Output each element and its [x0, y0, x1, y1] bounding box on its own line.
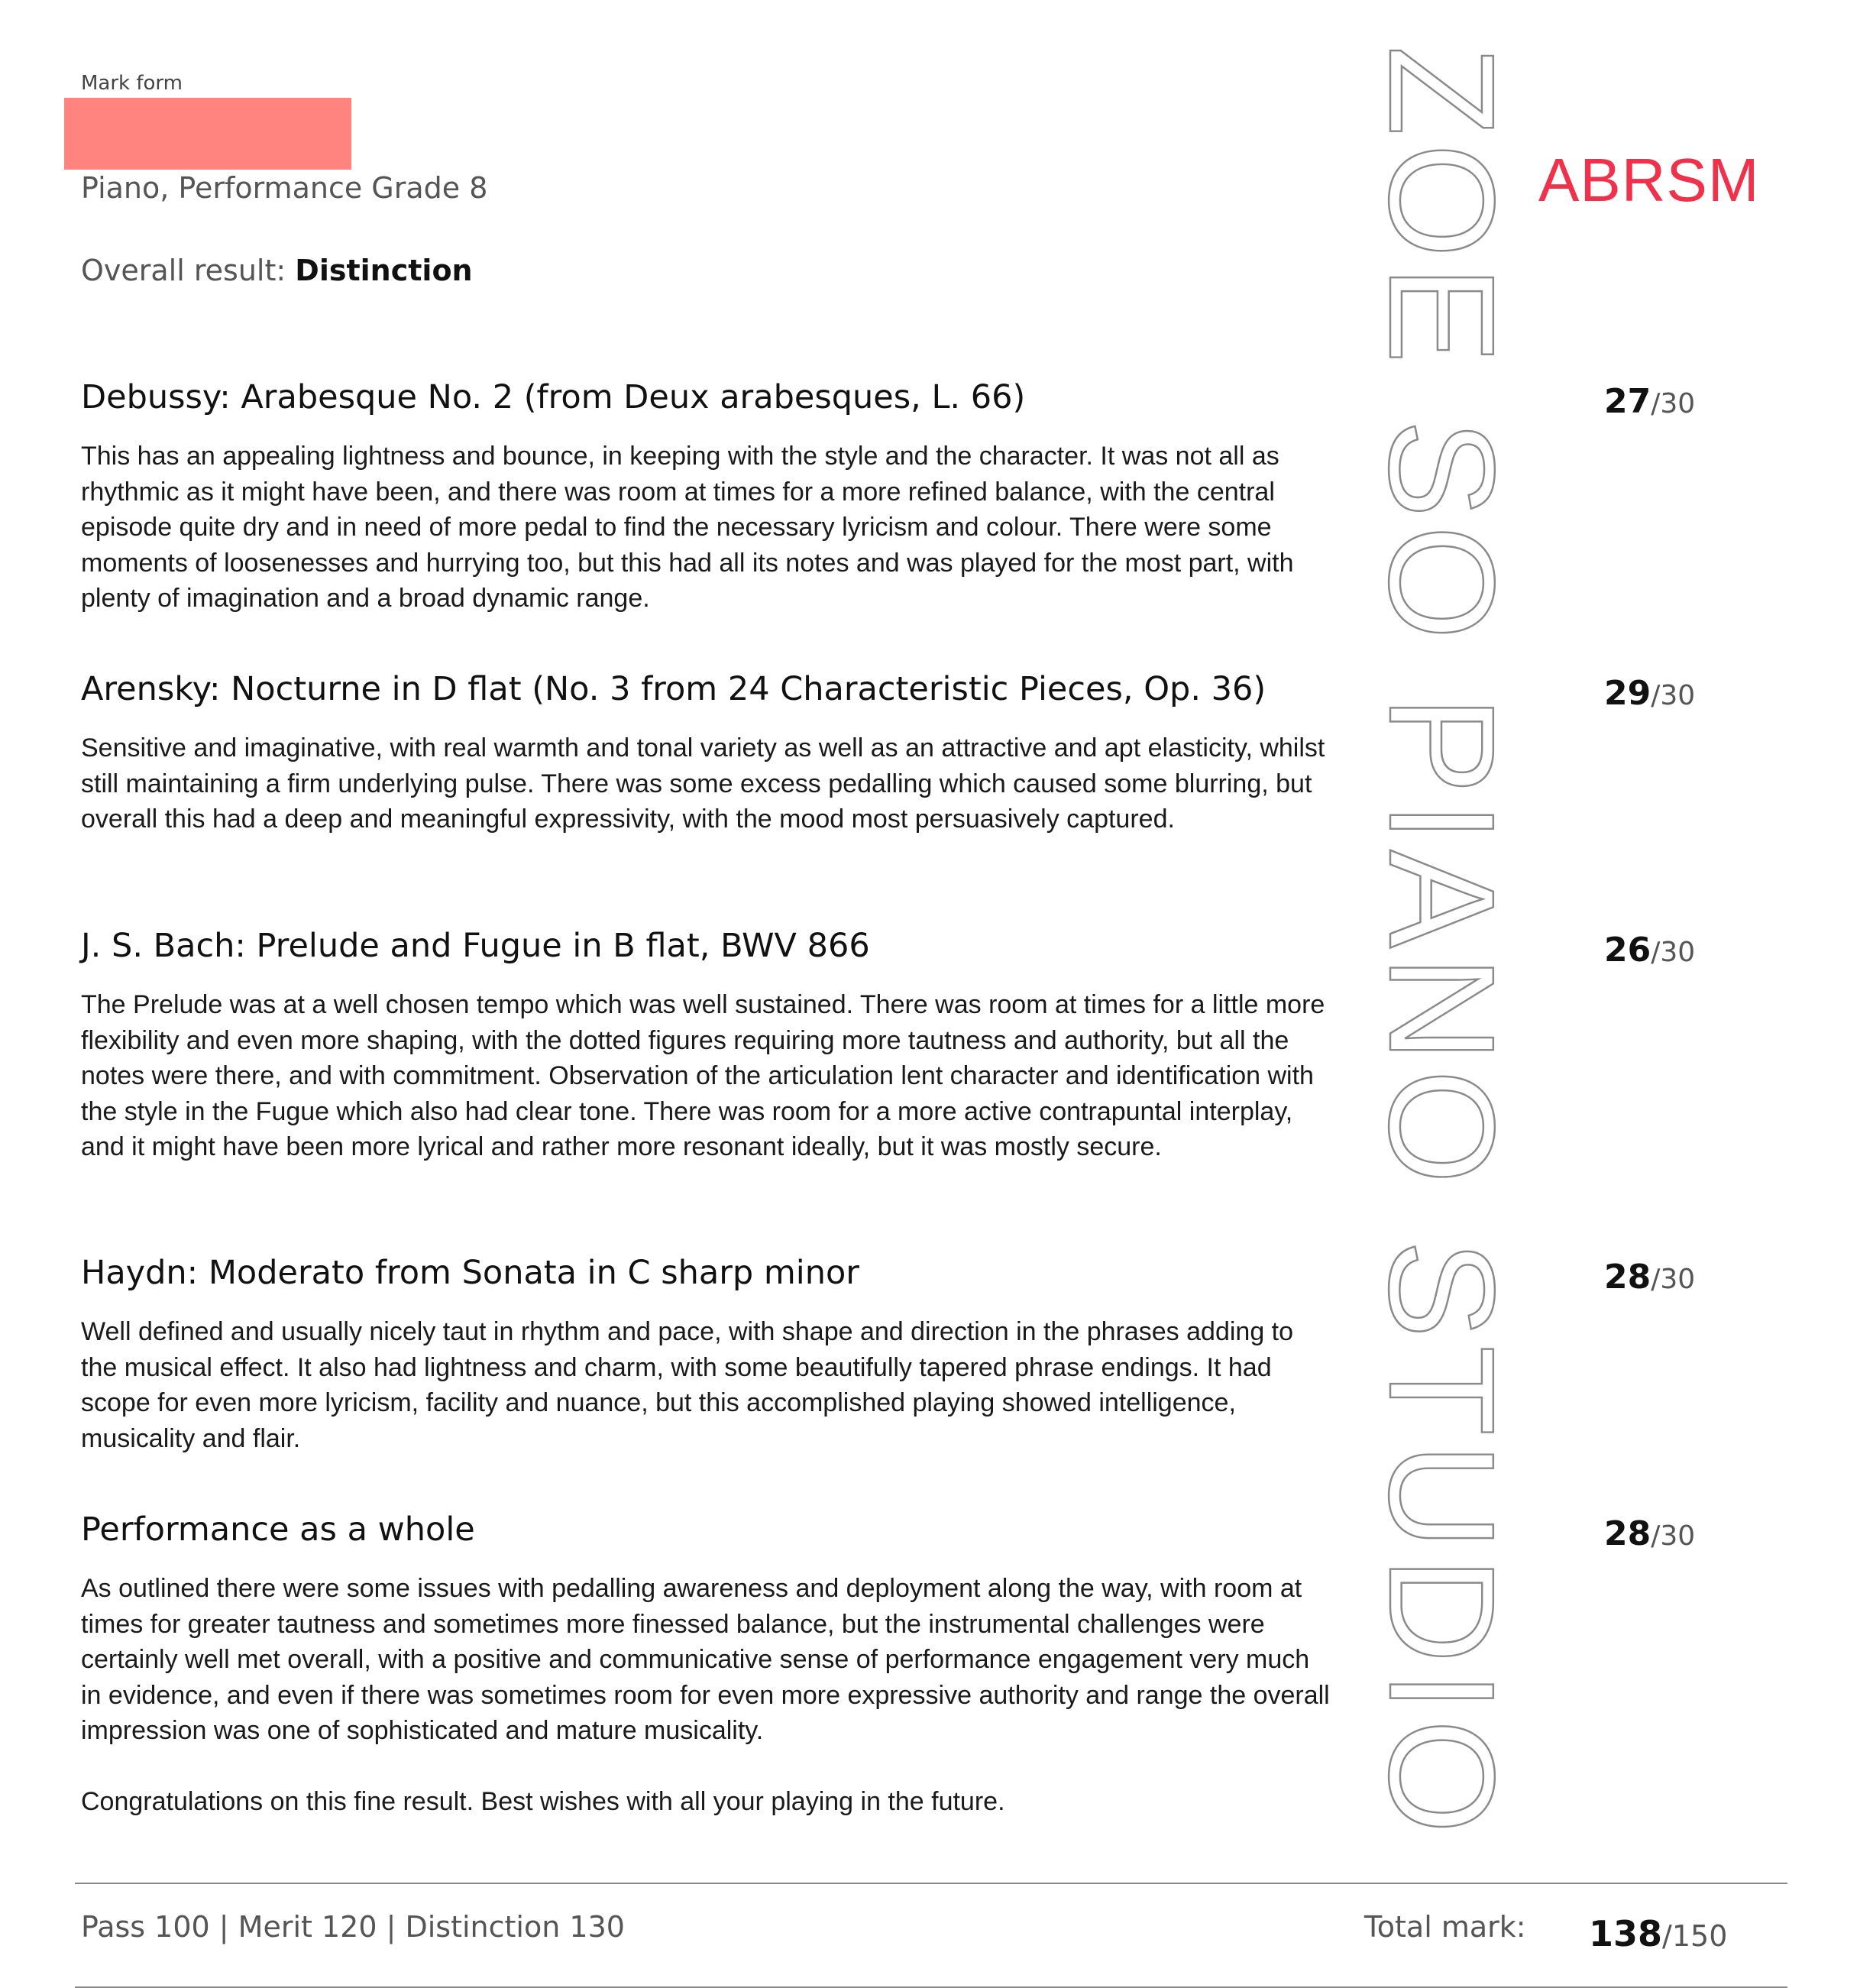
piece-4-mark [1604, 1258, 1803, 1297]
footer-top-rule [75, 1883, 1787, 1884]
total-mark-max: /150 [1662, 1919, 1728, 1953]
piece-title: Arensky: Nocturne in D flat (No. 3 from 24 Characteristic Pieces, Op. 36) [81, 670, 1266, 708]
mark-value: 26 [1604, 931, 1651, 970]
piece-5 [81, 1508, 1334, 1819]
piece-1 [81, 376, 1334, 617]
mark-value: 29 [1604, 674, 1651, 713]
piece-title: Performance as a whole [81, 1510, 475, 1549]
mark-max: /30 [1651, 937, 1696, 968]
piece-2 [81, 668, 1334, 837]
abrsm-logo: ABRSM [1538, 146, 1760, 214]
subtitle: Piano, Performance Grade 8 [81, 171, 488, 205]
total-mark [1589, 1913, 1727, 1954]
mark-max: /30 [1651, 1520, 1696, 1552]
grade-thresholds: Pass 100 | Merit 120 | Distinction 130 [81, 1910, 625, 1944]
piece-title: Debussy: Arabesque No. 2 (from Deux arabesques, L. 66) [81, 378, 1026, 416]
total-mark-value: 138 [1589, 1913, 1663, 1954]
piece-3 [81, 924, 1334, 1165]
piece-title: Haydn: Moderato from Sonata in C sharp minor [81, 1254, 859, 1292]
mark-max: /30 [1651, 680, 1696, 711]
overall-result-value: Distinction [295, 254, 473, 287]
piece-1-mark [1604, 382, 1803, 421]
mark-value: 28 [1604, 1514, 1651, 1553]
redacted-name [64, 98, 351, 170]
form-label: Mark form [81, 72, 183, 95]
piece-comment: Well defined and usually nicely taut in rhythm and pace, with shape and direction in the phrases adding to the musical effect. It also had lightness and charm, with some beautifully tapered phrase endings. It had scope for even more lyricism, facility and nuance, but this accomplished playing showed intelligence, musicality and flair. [81, 1317, 1294, 1453]
studio-watermark-text: ZOE SO PIANO STUDIO [1358, 46, 1525, 1872]
overall-result-label: Overall result: [81, 254, 286, 287]
piece-comment: Sensitive and imaginative, with real warmth and tonal variety as well as an attractive and apt elasticity, whilst still maintaining a firm underlying pulse. There was some excess pedalling which caused some blurring, but overall this had a deep and meaningful expressivity, with the mood most persuasively captured. [81, 733, 1325, 834]
mark-value: 27 [1604, 382, 1651, 421]
total-mark-label: Total mark: [1364, 1910, 1526, 1944]
studio-watermark [1344, 46, 1525, 1872]
overall-result [81, 254, 473, 287]
mark-value: 28 [1604, 1258, 1651, 1297]
piece-4 [81, 1251, 1334, 1456]
piece-3-mark [1604, 931, 1803, 970]
piece-5-mark [1604, 1514, 1803, 1553]
piece-comment: This has an appealing lightness and bounce, in keeping with the style and the character. It was not all as rhythmic as it might have been, and there was room at times for a more refined balance, with the central episode quite dry and in need of more pedal to find the necessary lyricism and colour. There were some moments of loosenesses and hurrying too, but this had all its notes and was played for the most part, with plenty of imagination and a broad dynamic range. [81, 442, 1294, 613]
mark-max: /30 [1651, 1264, 1696, 1295]
piece-title: J. S. Bach: Prelude and Fugue in B flat, BWV 866 [81, 927, 870, 965]
piece-comment: The Prelude was at a well chosen tempo which was well sustained. There was room at times for a little more flexibility and even more shaping, with the dotted figures requiring more tautness and authority, but all the notes were there, and with commitment. Observation of the articulation lent character and identification with the style in the Fugue which also had clear tone. There was room for a more active contrapuntal interplay, and it might have been more lyrical and rather more resonant ideally, but it was mostly secure. [81, 990, 1325, 1161]
piece-2-mark [1604, 674, 1803, 713]
closing-remark: Congratulations on this fine result. Best wishes with all your playing in the future. [81, 1786, 1005, 1816]
piece-comment: As outlined there were some issues with pedalling awareness and deployment along the way, with room at times for greater tautness and sometimes more finessed balance, but the instrumental challenges were certainly well met overall, with a positive and communicative sense of performance engagement very much in evidence, and even if there was sometimes room for even more expressive authority and range the overall impression was one of sophisticated and mature musicality. [81, 1574, 1330, 1745]
mark-max: /30 [1651, 388, 1696, 419]
